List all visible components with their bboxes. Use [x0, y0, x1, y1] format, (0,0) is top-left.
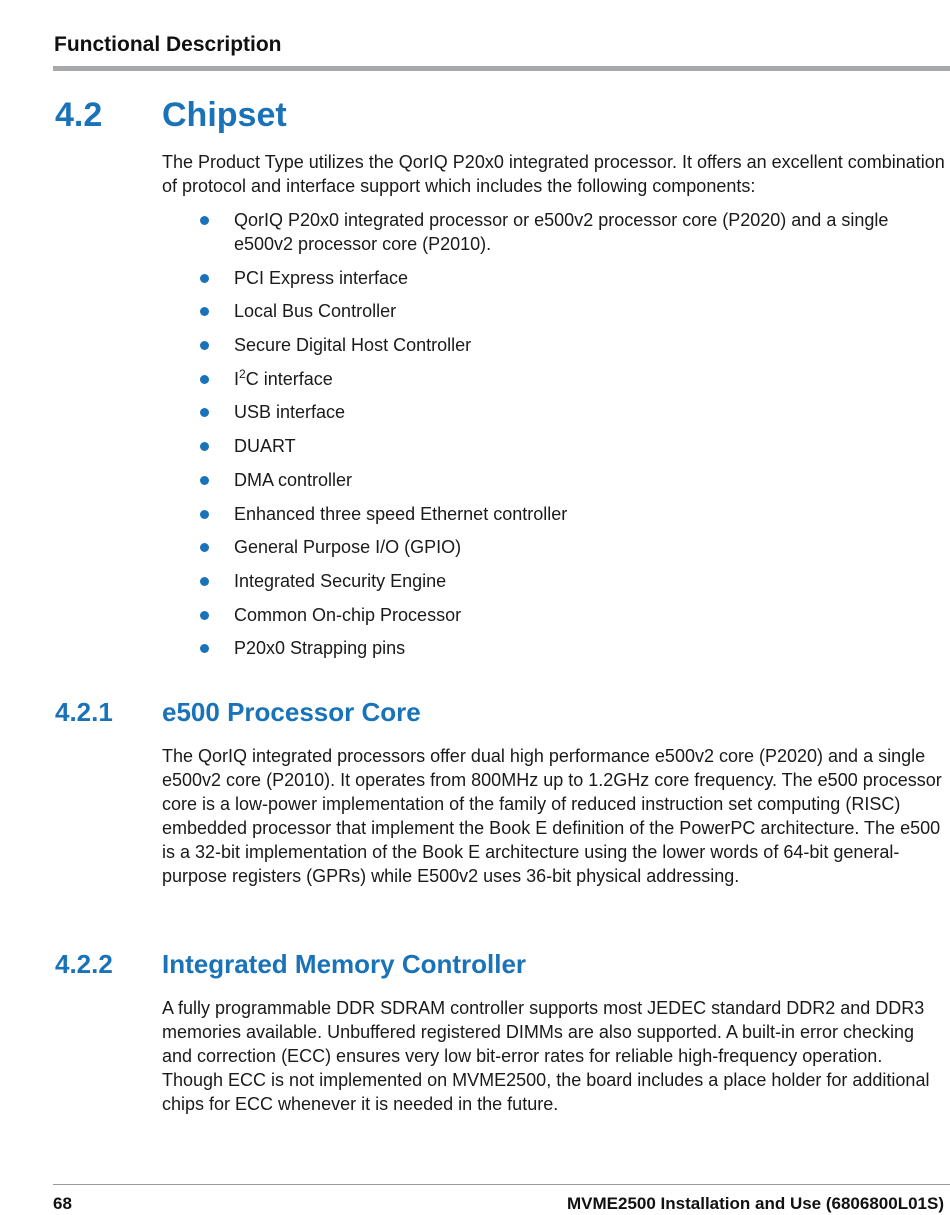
- list-item-text: P20x0 Strapping pins: [234, 638, 406, 659]
- bullet-icon: [200, 644, 209, 653]
- list-item-text: Local Bus Controller: [234, 301, 397, 322]
- i2c-superscript: 2: [239, 366, 246, 381]
- bullet-icon: [200, 543, 209, 552]
- bullet-icon: [200, 611, 209, 620]
- bullet-icon: [200, 375, 209, 384]
- bullet-icon: [200, 408, 209, 417]
- running-header: Functional Description: [54, 33, 282, 56]
- bullet-icon: [200, 577, 209, 586]
- list-item: [162, 569, 947, 593]
- bullet-icon: [200, 274, 209, 283]
- subsection-number-processor-core: 4.2.1: [55, 697, 113, 727]
- list-item: [162, 603, 947, 627]
- document-title: MVME2500 Installation and Use (6806800L01S): [567, 1194, 944, 1213]
- list-item: [162, 400, 947, 424]
- subsection-title-memory-controller: Integrated Memory Controller: [162, 949, 527, 979]
- bullet-icon: [200, 307, 209, 316]
- i2c-suffix: C interface: [245, 368, 333, 389]
- bullet-icon: [200, 216, 209, 225]
- bullet-icon: [200, 442, 209, 451]
- list-item-text: Secure Digital Host Controller: [234, 335, 472, 356]
- list-item: [162, 208, 947, 256]
- i2c-prefix: I: [234, 368, 240, 389]
- list-item: [162, 502, 947, 526]
- page-number: 68: [53, 1194, 72, 1213]
- list-item: [162, 434, 947, 458]
- section-number: 4.2: [55, 96, 103, 134]
- bullet-icon: [200, 341, 209, 350]
- list-item-text-i2c: [234, 366, 333, 389]
- section-title: Chipset: [162, 96, 287, 134]
- list-item-text: PCI Express interface: [234, 267, 409, 288]
- list-item-text: DMA controller: [234, 469, 353, 490]
- list-item-text: USB interface: [234, 402, 346, 423]
- list-item: [162, 468, 947, 492]
- subsection-number-memory-controller: 4.2.2: [55, 949, 113, 979]
- list-item-text: Common On-chip Processor: [234, 604, 462, 625]
- list-item: [162, 299, 947, 323]
- list-item-text: DUART: [234, 436, 296, 457]
- list-item: [162, 266, 947, 290]
- section-intro: The Product Type utilizes the QorIQ P20x0 integrated processor. It offers an excellent combination of protocol and interface support which includes the following components:: [162, 152, 945, 196]
- footer-rule: [53, 1184, 950, 1185]
- header-rule: [53, 66, 950, 71]
- list-item: [162, 535, 947, 559]
- bullet-icon: [200, 510, 209, 519]
- subsection-text-processor-core: The QorIQ integrated processors offer dual high performance e500v2 core (P2020) and a single e500v2 core (P2010). It operates from 800MHz up to 1.2GHz core frequency. The e500 processor core is a low-power implementation of the family of reduced instruction set computing (RISC) embedded processor that implement the Book E definition of the PowerPC architecture. The e500 is a 32-bit implementation of the Book E architecture using the lower words of 64-bit general-purpose registers (GPRs) while E500v2 uses 36-bit physical addressing.: [162, 746, 942, 886]
- list-item-text: Integrated Security Engine: [234, 570, 447, 591]
- list-item: [162, 367, 947, 391]
- list-item: [162, 333, 947, 357]
- subsection-title-processor-core: e500 Processor Core: [162, 697, 421, 727]
- component-list: [162, 208, 947, 670]
- list-item: [162, 636, 947, 660]
- list-item-text: QorIQ P20x0 integrated processor or e500v2 processor core (P2020) and a single e500v2 processor core (P2010).: [234, 210, 889, 254]
- list-item-text: Enhanced three speed Ethernet controller: [234, 503, 568, 524]
- list-item-text: General Purpose I/O (GPIO): [234, 537, 462, 558]
- subsection-text-memory-controller: A fully programmable DDR SDRAM controller supports most JEDEC standard DDR2 and DDR3 memories available. Unbuffered registered DIMMs are also supported. A built-in error checking and correction (ECC) ensures very low bit-error rates for reliable high-frequency operation. Though ECC is not implemented on MVME2500, the board includes a place holder for additional chips for ECC whenever it is needed in the future.: [162, 998, 930, 1114]
- bullet-icon: [200, 476, 209, 485]
